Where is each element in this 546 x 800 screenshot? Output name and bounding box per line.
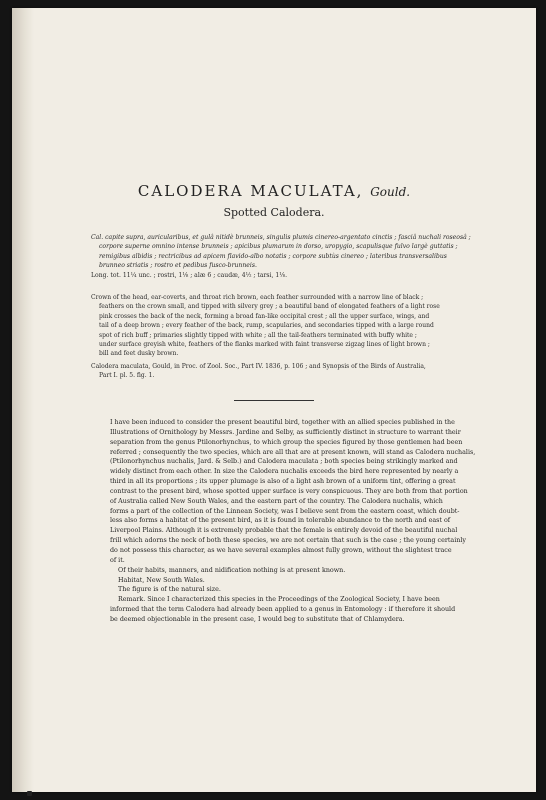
- page-gutter-shadow: [12, 8, 34, 792]
- latin-line: corpore superne omnino intense brunneis ; apicibus plumarum in dorso, uropygio, scapulisque fulvo largè guttatis ;: [99, 243, 458, 251]
- reference-line: Calodera maculata, Gould, in Proc. of Zool. Soc., Part IV. 1836, p. 106 ; and Synopsis of the Birds of Australia,: [91, 363, 426, 370]
- latin-line: brunneo striatis ; rostro et pedibus fusco-brunneis.: [99, 262, 257, 270]
- body-line: frill which adorns the neck of both these species, we are not certain that such is the case ; the young certainly: [110, 537, 466, 545]
- body-line: less also forms a habitat of the present bird, as it is found in tolerable abundance to the north and east of: [110, 517, 451, 525]
- latin-line: Cal. capite supra, auricularibus, et gulâ nitidè brunneis, singulis plumis cinereo-argentato cinctis ; fasciâ nuchali roseosâ ;: [91, 234, 471, 241]
- body-line: of Australia called New South Wales, and the eastern part of the country. The Calodera nuchalis, which: [110, 497, 443, 505]
- description-line: bill and feet dusky brown.: [99, 350, 179, 358]
- description-line: pink crosses the back of the neck, forming a broad fan-like occipital crest ; all the upper surface, wings, and: [99, 312, 430, 320]
- description-line: feathers on the crown small, and tipped with silvery grey ; a beautiful band of elongated feathers of a light rose: [99, 303, 440, 311]
- body-line: separation from the genus Ptilonorhynchus, to which group the species figured by those gentlemen had been: [110, 438, 463, 446]
- reference-line: Part I. pl. 5. fig. 1.: [99, 372, 155, 380]
- body-line: do not possess this character, as we have several examples almost fully grown, without the slightest trace: [110, 546, 452, 554]
- description-line: tail of a deep brown ; every feather of the back, rump, scapularies, and secondaries tipped with a large round: [99, 322, 434, 330]
- body-line: widely distinct from each other. In size the Calodera nuchalis exceeds the bird here represented by nearly a: [110, 468, 459, 476]
- latin-description: [91, 233, 471, 280]
- body-line: forms a part of the collection of the Linnean Society, was I believe sent from the eastern coast, which doubt-: [110, 507, 460, 515]
- english-description: [91, 293, 461, 359]
- title-author: Gould.: [370, 185, 411, 199]
- page-title: [12, 182, 536, 200]
- synonymy-reference: [91, 362, 461, 381]
- body-line: referred ; consequently the two species, which are all that are at present known, will stand as Calodera nuchalis,: [110, 448, 476, 456]
- body-text: [110, 418, 476, 625]
- body-line: be deemed objectionable in the present case, I would beg to substitute that of Chlamydera.: [110, 615, 405, 623]
- title-main: CALODERA MACULATA,: [137, 182, 364, 200]
- body-line: informed that the term Calodera had already been applied to a genus in Entomology : if therefore it should: [110, 606, 456, 614]
- scan-marker: [27, 791, 32, 796]
- body-line: I have been induced to consider the present beautiful bird, together with an allied species published in the: [110, 419, 455, 426]
- common-name-subtitle: Spotted Calodera.: [223, 206, 325, 219]
- description-line: Crown of the head, ear-coverts, and throat rich brown, each feather surrounded with a narrow line of black ;: [91, 294, 424, 301]
- book-page: [12, 8, 536, 792]
- body-line: Habitat, New South Wales.: [118, 576, 205, 584]
- latin-line: remigibus albidis ; rectricibus ad apicem flavido-albo notatis ; corpore subtùs cinereo ; lateribus transversalibus: [99, 252, 447, 260]
- description-line: under surface greyish white, feathers of the flanks marked with faint transverse zigzag lines of light brown ;: [99, 341, 430, 349]
- body-line: third in all its proportions ; its upper plumage is also of a light ash brown of a uniform tint, offering a great: [110, 478, 456, 486]
- body-line: Remark. Since I characterized this species in the Proceedings of the Zoological Society, I have been: [118, 596, 440, 604]
- measurements: Long. tot. 11¼ unc. ; rostri, 1⅛ ; alæ 6 ; caudæ, 4½ ; tarsi, 1⅛.: [91, 271, 288, 279]
- body-line: contrast to the present bird, whose spotted upper surface is very conspicuous. They are both from that portion: [110, 487, 468, 495]
- body-line: (Ptilonorhynchus nuchalis, Jard. & Selb.) and Calodera maculata ; both species being strikingly marked and: [110, 458, 458, 466]
- body-line: of it.: [110, 556, 125, 564]
- body-line: Illustrations of Ornithology by Messrs. Jardine and Selby, as sufficiently distinct in structure to warrant their: [110, 428, 461, 436]
- body-line: The figure is of the natural size.: [118, 586, 221, 594]
- body-line: Of their habits, manners, and nidification nothing is at present known.: [118, 566, 346, 574]
- section-divider: [234, 400, 314, 401]
- body-line: Liverpool Plains. Although it is extremely probable that the female is entirely devoid of the beautiful nuchal: [110, 527, 458, 535]
- description-line: spot of rich buff ; primaries slightly tipped with white ; all the tail-feathers terminated with buffy white ;: [99, 331, 417, 339]
